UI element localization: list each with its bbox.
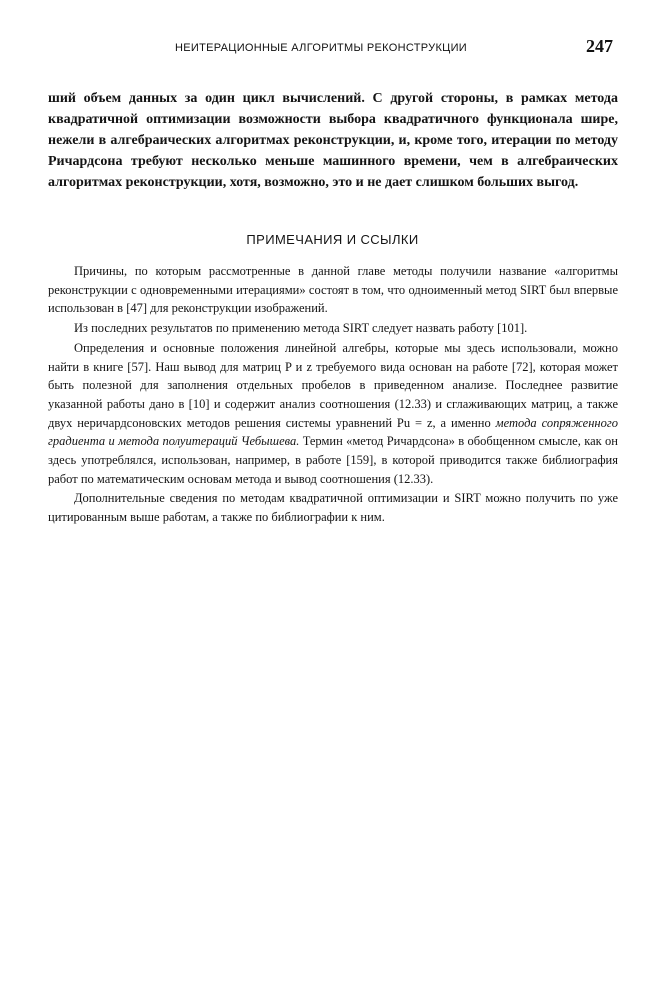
notes-paragraph-4: Дополнительные сведения по методам квадратичной оптимизации и SIRT можно получить по уже цитированным выше работам, а также по библиографии к ним. [48,491,618,525]
notes-paragraph-1: Причины, по которым рассмотренные в данной главе методы получили название «алгоритмы реконструкции с одновременными итерациями» состоят в том, что одноименный метод SIRT был впервые использован в [47] для реконструкции изображений. [48,264,618,316]
notes-paragraph-2: Из последних результатов по применению метода SIRT следует назвать работу [101]. [74,321,528,336]
notes-paragraph-3 [48,339,618,489]
section-title: ПРИМЕЧАНИЯ И ССЫЛКИ [246,232,419,247]
running-head: НЕИТЕРАЦИОННЫЕ АЛГОРИТМЫ РЕКОНСТРУКЦИИ [175,42,468,54]
page-number: 247 [586,36,613,56]
notes-paragraph-3-italic: метода сопряженного градиента и метода полуитераций Чебышева. [48,415,619,449]
notes-paragraph-3-end: Термин «метод Ричардсона» в обобщенном смысле, как он здесь употреблялся, использован, например, в работе [159], в которой приводится также библиография работ по математическим основам метода и вывод соотношения (12.33). [48,434,618,486]
notes-paragraph-3-start: Определения и основные положения линейной алгебры, которые мы здесь использовали, можно найти в книге [57]. Наш вывод для матриц P и z требуемого вида основан на работе [72], которая может быть полезной для заполнения отдельных пробелов в приведенном анализе. Последнее развитие указанной работы дано в [10] и содержит анализ соотношения (12.33) и сглаживающих матриц, а также двух неричардсоновских методов решения системы уравнений Pu = z, а именно [48,340,618,430]
notes-block [48,262,618,527]
body-paragraph: ший объем данных за один цикл вычислений. С другой стороны, в рамках метода квадратичной оптимизации возможности выбора квадратичного функционала шире, нежели в алгебраических алгоритмах реконструкции, и, кроме того, итерации по методу Ричардсона требуют несколько меньше машинного времени, чем в алгебраических алгоритмах реконструкции, хотя, возможно, это и не дает слишком больших выгод. [48,91,618,190]
